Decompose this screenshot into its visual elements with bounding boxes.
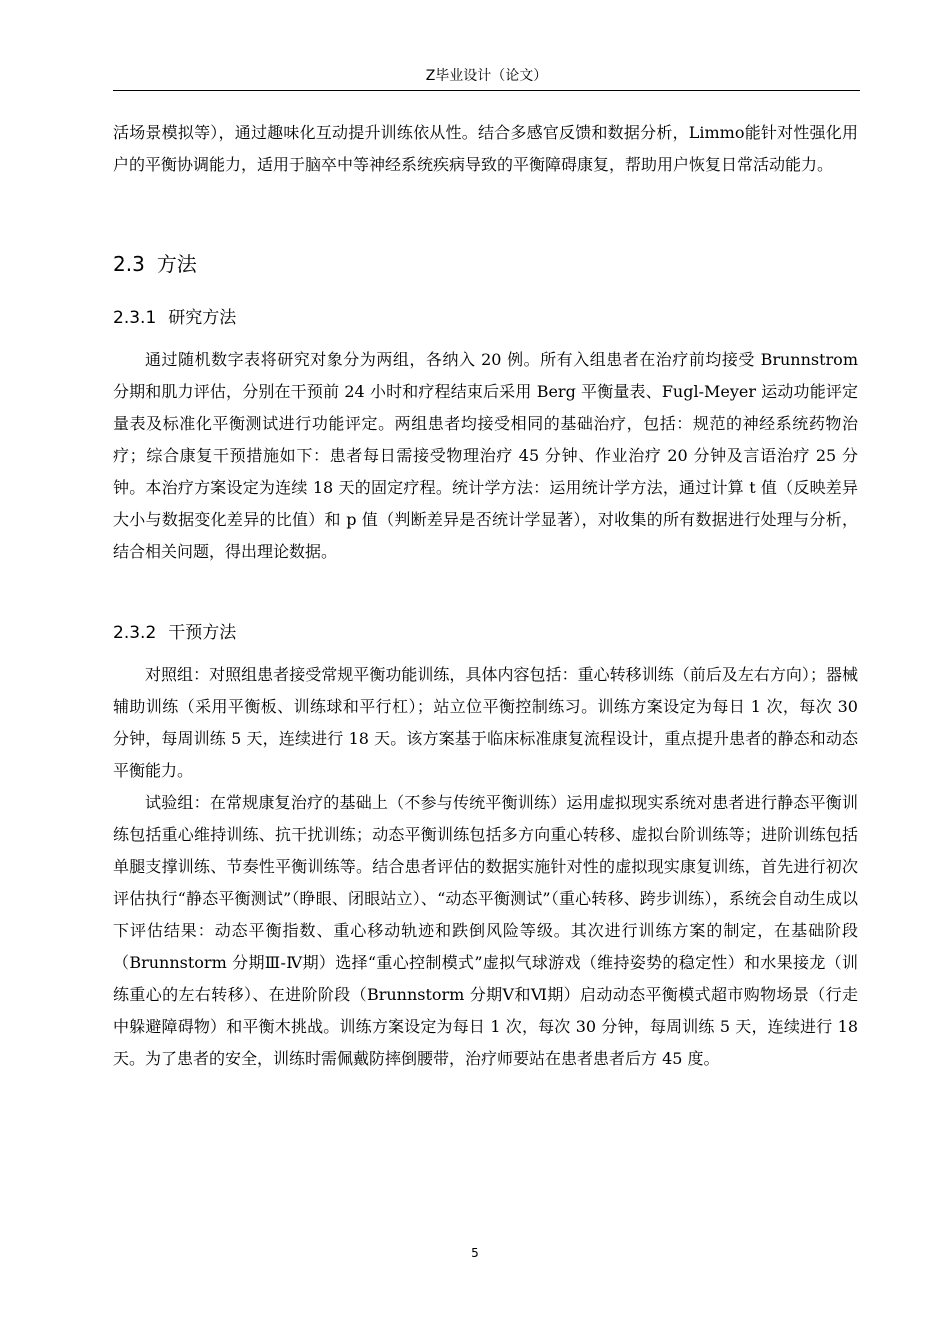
experimental-group-paragraph: 试验组：在常规康复治疗的基础上（不参与传统平衡训练）运用虚拟现实系统对患者进行静态平衡训练包括重心维持训练、抗干扰训练；动态平衡训练包括多方向重心转移、虚拟台阶训练等；进阶训练包括单腿支撑训练、节奏性平衡训练等。结合患者评估的数据实施针对性的虚拟现实康复训练，首先进行初次评估执行“静态平衡测试”（睁眼、闭眼站立）、“动态平衡测试”（重心转移、跨步训练），系统会自动生成以下评估结果：动态平衡指数、重心移动轨迹和跌倒风险等级。其次进行训练方案的制定，在基础阶段（Brunnstorm 分期Ⅲ-Ⅳ期）选择“重心控制模式”虚拟气球游戏（维持姿势的稳定性）和水果接龙（训练重心的左右转移）、在进阶阶段（Brunnstorm 分期Ⅴ和Ⅵ期）启动动态平衡模式超市购物场景（行走中躲避障碍物）和平衡木挑战。训练方案设定为每日 1 次，每次 30 分钟，每周训练 5 天，连续进行 18 天。为了患者的安全，训练时需佩戴防摔倒腰带，治疗师要站在患者患者后方 45 度。 [113, 793, 858, 1068]
section-title: 方法 [156, 252, 197, 276]
intro-paragraph: 活场景模拟等），通过趣味化互动提升训练依从性。结合多感官反馈和数据分析，Limmo能针对性强化用户的平衡协调能力，适用于脑卒中等神经系统疾病导致的平衡障碍康复，帮助用户恢复日常活动能力。 [113, 123, 858, 174]
page-header: Z毕业设计（论文） [425, 68, 548, 84]
subsection-number: 2.3.1 [113, 308, 157, 328]
subsection-number: 2.3.2 [113, 623, 157, 643]
control-group-paragraph: 对照组：对照组患者接受常规平衡功能训练，具体内容包括：重心转移训练（前后及左右方向）；器械辅助训练（采用平衡板、训练球和平行杠）；站立位平衡控制练习。训练方案设定为每日 1 次，每次 30 分钟，每周训练 5 天，连续进行 18 天。该方案基于临床标准康复流程设计，重点提升患者的静态和动态平衡能力。 [113, 665, 858, 780]
header-divider [113, 90, 860, 91]
section-number: 2.3 [113, 252, 145, 276]
subsection-title: 研究方法 [168, 308, 237, 328]
research-method-paragraph: 通过随机数字表将研究对象分为两组，各纳入 20 例。所有入组患者在治疗前均接受 Brunnstrom 分期和肌力评估，分别在干预前 24 小时和疗程结束后采用 Berg 平衡量表、Fugl-Meyer 运动功能评定量表及标准化平衡测试进行功能评定。两组患者均接受相同的基础治疗，包括：规范的神经系统药物治疗；综合康复干预措施如下：患者每日需接受物理治疗 45 分钟、作业治疗 20 分钟及言语治疗 25 分钟。本治疗方案设定为连续 18 天的固定疗程。统计学方法：运用统计学方法，通过计算 t 值（反映差异大小与数据变化差异的比值）和 p 值（判断差异是否统计学显著），对收集的所有数据进行处理与分析，结合相关问题，得出理论数据。 [113, 350, 858, 561]
page-number: 5 [471, 1246, 479, 1260]
section-heading [113, 250, 197, 278]
subsection-heading-intervention-method [113, 620, 236, 646]
subsection-heading-research-method [113, 305, 236, 331]
subsection-title: 干预方法 [168, 623, 237, 643]
